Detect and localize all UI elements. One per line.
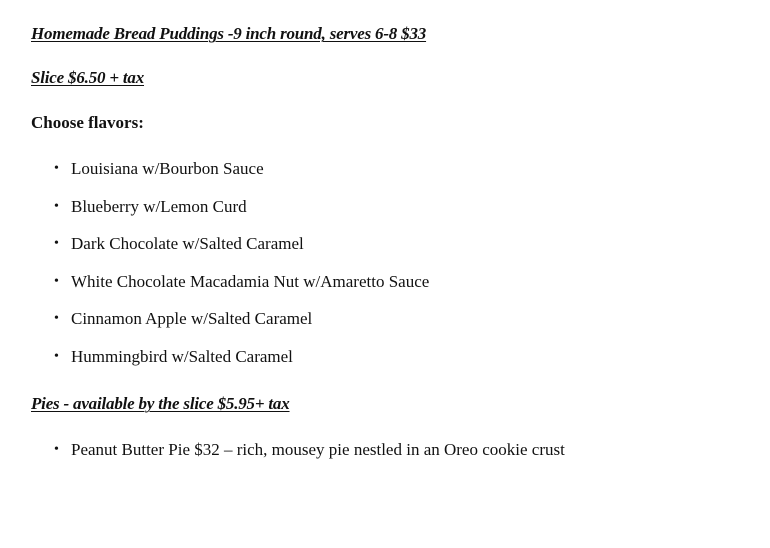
bullet-icon: • — [54, 161, 59, 176]
flavor-label: Louisiana w/Bourbon Sauce — [71, 159, 264, 178]
flavor-label: Blueberry w/Lemon Curd — [71, 196, 247, 216]
pie-label: Peanut Butter Pie $32 – rich, mousey pie nestled in an Oreo cookie crust — [71, 440, 565, 459]
list-item — [31, 309, 429, 347]
pies-title: Pies - available by the slice $5.95+ tax — [31, 394, 290, 413]
bullet-icon: • — [54, 273, 59, 289]
list-item — [31, 272, 429, 310]
list-item — [31, 347, 429, 385]
choose-flavors-label: Choose flavors: — [31, 113, 144, 132]
flavor-label: Dark Chocolate w/Salted Caramel — [71, 234, 304, 254]
list-item — [31, 197, 429, 235]
bullet-icon: • — [54, 311, 59, 327]
bread-pudding-title: Homemade Bread Puddings -9 inch round, serves 6-8 $33 — [31, 24, 427, 43]
bullet-icon: • — [54, 348, 59, 364]
pie-list — [31, 440, 565, 478]
slice-price: Slice $6.50 + tax — [31, 68, 145, 87]
flavor-label: White Chocolate Macadamia Nut w/Amaretto Sauce — [71, 271, 430, 291]
bullet-icon: • — [54, 442, 59, 457]
list-item — [31, 234, 429, 272]
list-item — [31, 159, 429, 197]
flavor-list — [31, 159, 429, 385]
bullet-icon: • — [54, 236, 59, 252]
flavor-label: Cinnamon Apple w/Salted Caramel — [71, 309, 313, 329]
flavor-label: Hummingbird w/Salted Caramel — [71, 346, 293, 366]
list-item — [31, 440, 565, 478]
bullet-icon: • — [54, 198, 59, 214]
